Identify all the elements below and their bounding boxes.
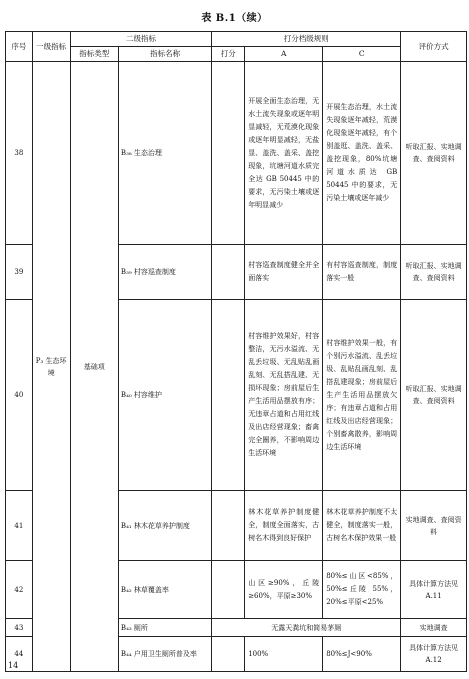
- header-evaluation: 评价方式: [401, 32, 467, 62]
- header-row-1: [6, 32, 467, 47]
- grade-a-criteria: 村容巡查制度健全并全面落实: [245, 245, 323, 300]
- header-grade-a: A: [245, 47, 323, 62]
- score-cell: [212, 62, 245, 245]
- header-level2: 二级指标: [70, 32, 212, 47]
- merged-criteria: 无露天粪坑和简易茅厕: [212, 619, 401, 637]
- header-level1: 一级指标: [32, 32, 70, 62]
- header-indicator-type: 指标类型: [70, 47, 118, 62]
- row-seq: 43: [6, 619, 33, 637]
- evaluation-method: 实地调查、查阅资料: [401, 491, 467, 561]
- indicator-name: B₄₄ 户用卫生厕所普及率: [118, 637, 211, 672]
- indicator-name: B₄₁ 林木花草养护制度: [118, 491, 211, 561]
- row-seq: 41: [6, 491, 33, 561]
- indicator-name: B₄₃ 厕所: [118, 619, 211, 637]
- evaluation-table: [5, 31, 467, 672]
- evaluation-method: 实地调查: [401, 619, 467, 637]
- page-number: 14: [8, 661, 19, 670]
- indicator-name: B₃₉ 村容巡查制度: [118, 245, 211, 300]
- indicator-name: B₄₂ 林草覆盖率: [118, 561, 211, 619]
- evaluation-method: 听取汇报、实地调查、查阅资料: [401, 300, 467, 491]
- grade-c-criteria: 村容维护效果一般，有个别污水溢流、乱丢垃圾、乱贴乱画乱刻、乱搭乱建现象；房前屋后生产生活用品摆放欠序；有违章占道和占用红线及出店经营现象；个别畜禽散养，影响周边生活环境: [323, 300, 401, 491]
- row-seq: 42: [6, 561, 33, 619]
- evaluation-method: 具体计算方法见 A.12: [401, 637, 467, 672]
- grade-c-criteria: 开展生态治理，水土流失现象逐年减轻，荒漠化现象逐年减轻，有个别盖逛、盖洗、盖采、盖挖现象，80%坑塘河道水质达 GB 50445 中的要求，无污染土壤或逐年减少: [323, 62, 401, 245]
- header-score: 打分: [212, 47, 245, 62]
- evaluation-method: 听取汇报、实地调查、查阅资料: [401, 245, 467, 300]
- row-seq: 40: [6, 300, 33, 491]
- grade-c-criteria: 有村容巡查制度，制度落实一般: [323, 245, 401, 300]
- table-row: [6, 62, 467, 245]
- grade-a-criteria: 林木花草养护制度健全，制度全面落实，古树名木得到良好保护: [245, 491, 323, 561]
- grade-a-criteria: 100%: [245, 637, 323, 672]
- grade-a-criteria: 村容维护效果好，村容整洁，无污水溢流、无乱丢垃圾、无乱贴乱画乱刻、无乱搭乱建、无损坏现象；房前屋后生产生活用品摆放有序；无违章占道和占用红线及出店经营现象；畜禽完全圈养，不影响周边生活环境: [245, 300, 323, 491]
- header-seq: 序号: [6, 32, 33, 62]
- level1-cell: P₃ 生态环境: [32, 62, 70, 672]
- row-seq: 39: [6, 245, 33, 300]
- row-seq: 38: [6, 62, 33, 245]
- grade-c-criteria: 80%≤J<90%: [323, 637, 401, 672]
- indicator-name: B₄₀ 村容维护: [118, 300, 211, 491]
- indicator-name: B₃₈ 生态治理: [118, 62, 211, 245]
- score-cell: [212, 300, 245, 491]
- evaluation-method: 听取汇报、实地调查、查阅资料: [401, 62, 467, 245]
- row-seq: 44: [6, 637, 33, 672]
- score-cell: [212, 491, 245, 561]
- grade-c-criteria: 林木花草养护制度不太健全，制度落实一般，古树名木保护效果一般: [323, 491, 401, 561]
- score-cell: [212, 637, 245, 672]
- header-scoring: 打分档级规则: [212, 32, 401, 47]
- grade-c-criteria: 80%≤山区<85%，50%≤丘陵 55%，20%≤平原<25%: [323, 561, 401, 619]
- score-cell: [212, 561, 245, 619]
- grade-a-criteria: 开展全面生态治理，无水土流失现象或逐年明显减轻，无荒漠化现象或逐年明显减轻，无盐显、盖洗、盖采、盖挖现象，坑塘河道水质完全达 GB 50445 中的要求，无污染土壤或逐年明显减少: [245, 62, 323, 245]
- header-row-2: [6, 47, 467, 62]
- table-caption: 表 B.1（续）: [201, 13, 268, 24]
- score-cell: [212, 245, 245, 300]
- evaluation-method: 具体计算方法见 A.11: [401, 561, 467, 619]
- indicator-type-cell: 基础项: [70, 62, 118, 672]
- header-indicator-name: 指标名称: [118, 47, 211, 62]
- grade-a-criteria: 山区≥90%，丘陵≥60%，平原≥30%: [245, 561, 323, 619]
- header-grade-c: C: [323, 47, 401, 62]
